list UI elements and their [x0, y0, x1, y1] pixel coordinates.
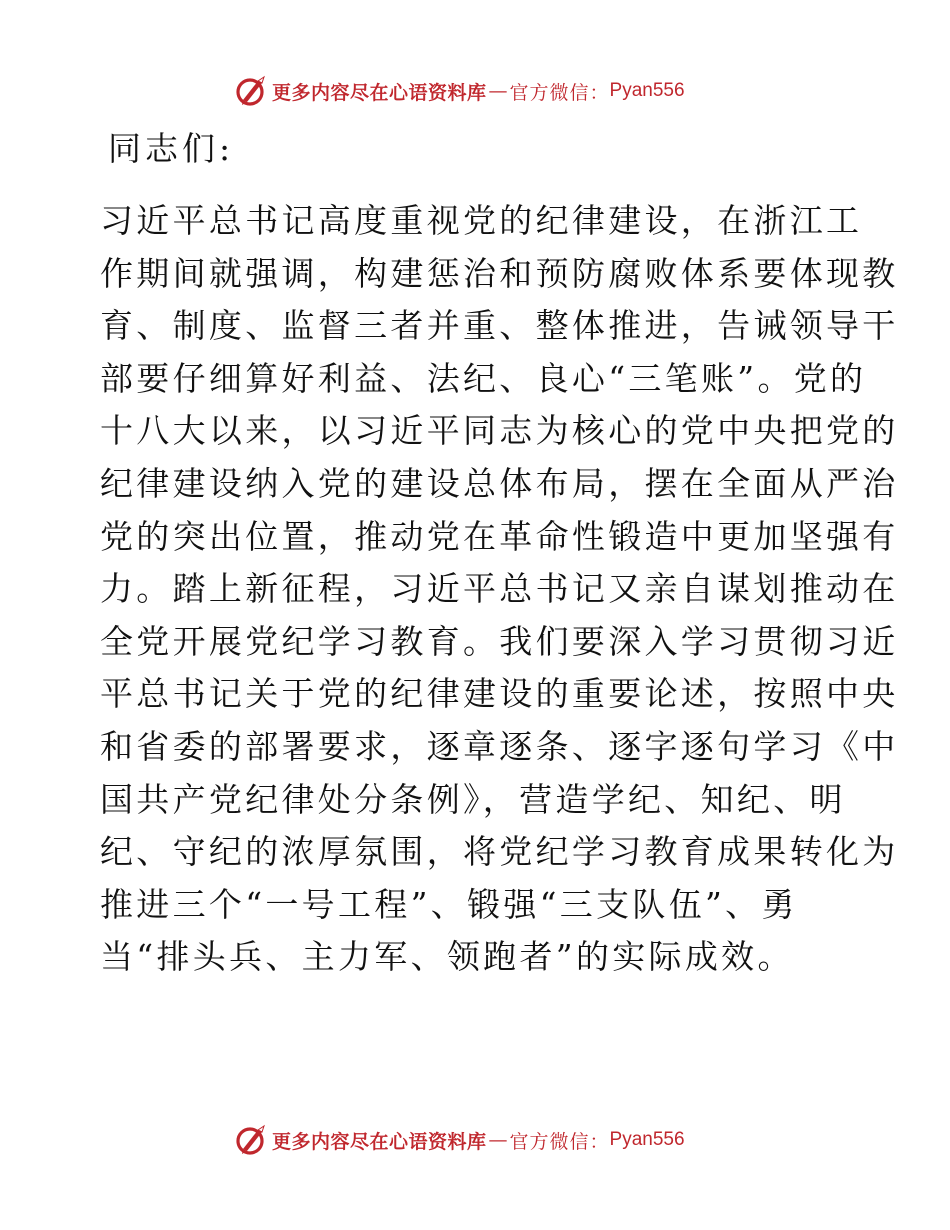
body-line: 部要仔细算好利益、法纪、良心“三笔账”。党的 [100, 358, 867, 398]
body-line: 作期间就强调，构建惩治和预防腐败体系要体现教 [100, 253, 899, 293]
quill-pen-logo-icon [234, 74, 268, 108]
body-line: 平总书记关于党的纪律建设的重要论述，按照中央 [100, 674, 899, 714]
watermark-dash: — [488, 1129, 508, 1151]
body-line: 和省委的部署要求，逐章逐条、逐字逐句学习《中 [100, 726, 899, 766]
body-line: 十八大以来，以习近平同志为核心的党中央把党的 [100, 411, 899, 451]
watermark-wechat-id: Pyan556 [609, 80, 685, 101]
watermark-wechat-label: 官方微信： [509, 81, 610, 104]
body-line: 推进三个“一号工程”、锻强“三支队伍”、勇 [100, 884, 798, 924]
watermark-site-text: 更多内容尽在心语资料库 [272, 81, 487, 104]
body-line: 国共产党纪律处分条例》，营造学纪、知纪、明 [100, 779, 846, 819]
quill-pen-logo-icon [234, 1123, 268, 1157]
body-line: 纪、守纪的浓厚氛围，将党纪学习教育成果转化为 [100, 832, 899, 872]
document-greeting: 同志们: [108, 129, 235, 168]
footer-watermark [234, 1122, 685, 1158]
watermark-wechat-label: 官方微信： [509, 1130, 610, 1153]
document-body-paragraph [100, 195, 899, 984]
body-line: 当“排头兵、主力军、领跑者”的实际成效。 [100, 937, 794, 977]
body-line: 党的突出位置，推动党在革命性锻造中更加坚强有 [100, 516, 899, 556]
watermark-site-text: 更多内容尽在心语资料库 [272, 1130, 487, 1153]
body-line: 纪律建设纳入党的建设总体布局，摆在全面从严治 [100, 463, 899, 503]
watermark-wechat-id: Pyan556 [609, 1129, 685, 1150]
watermark-dash: — [488, 80, 508, 102]
body-line: 育、制度、监督三者并重、整体推进，告诫领导干 [100, 306, 899, 346]
body-line: 力。踏上新征程，习近平总书记又亲自谋划推动在 [100, 569, 899, 609]
body-line: 习近平总书记高度重视党的纪律建设，在浙江工 [100, 201, 863, 240]
header-watermark [234, 73, 685, 109]
body-line: 全党开展党纪学习教育。我们要深入学习贯彻习近 [100, 621, 899, 661]
